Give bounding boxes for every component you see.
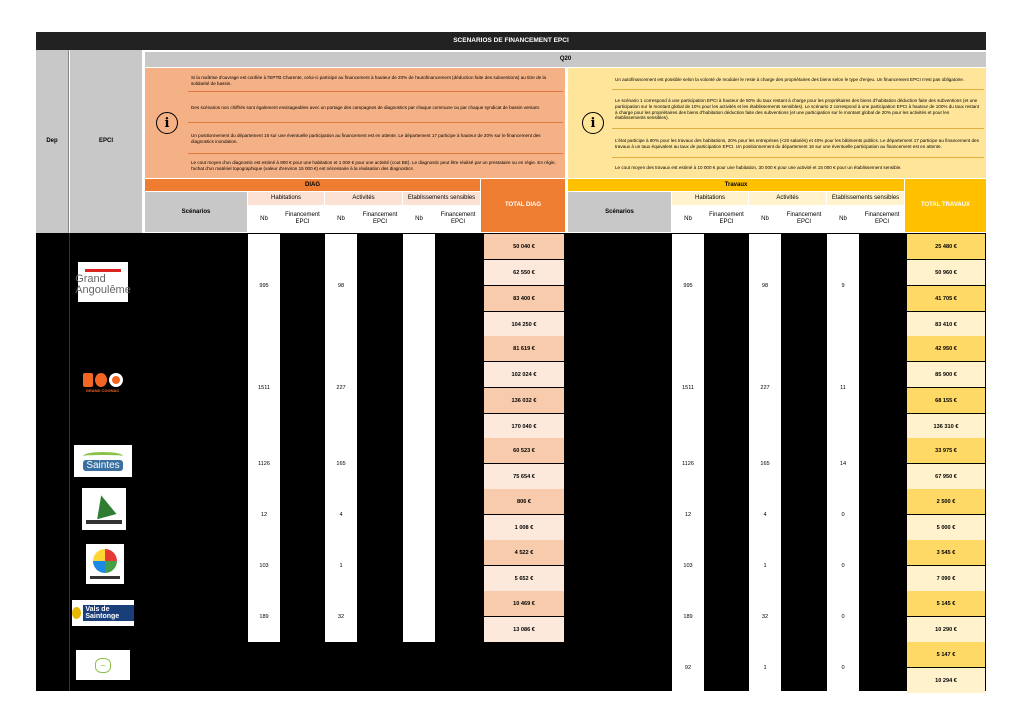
total-diag-value: 50 040 € xyxy=(484,234,564,259)
diag-hab-nb-cell: 103 xyxy=(248,540,280,591)
total-diag-value: 75 654 € xyxy=(484,464,564,489)
diag-hab-nb-cell: 995 xyxy=(248,234,280,337)
logo-caption xyxy=(90,576,120,579)
diag-act-nb-cell: 227 xyxy=(325,336,357,439)
travaux-etab-nb-cell: 9 xyxy=(827,234,859,337)
diag-etab-nb-cell xyxy=(403,438,435,489)
page-title: SCENARIOS DE FINANCEMENT EPCI xyxy=(36,32,986,50)
diag-note-2: Des scénarios non chiffrés sont également envisageables avec un portage des campagnes de diagnostics par chaque commune ou par chaque syndicat de bassin versant. xyxy=(188,93,563,123)
diag-header: DIAG xyxy=(145,179,480,191)
diag-etab-nb-cell xyxy=(403,591,435,642)
total-travaux-value: 2 500 € xyxy=(907,489,985,514)
total-diag-value: 5 652 € xyxy=(484,566,564,591)
diag-act-nb-cell: 98 xyxy=(325,234,357,337)
logo-epci-4 xyxy=(82,488,126,530)
travaux-hab-nb-cell: 1126 xyxy=(672,438,704,489)
leaf-icon xyxy=(91,492,116,518)
total-travaux-value: 67 950 € xyxy=(907,464,985,489)
total-diag-value: 806 € xyxy=(484,489,564,514)
diag-act-nb-cell: 1 xyxy=(325,540,357,591)
diag-etab-fin: Financement EPCI xyxy=(436,206,480,232)
total-travaux-value: 33 975 € xyxy=(907,438,985,463)
diag-note-1: Si la maîtrise d'ouvrage est confiée à l'EPTB Charente, celui-ci participe au financement à hauteur de 20% de l'autofinancement (déduction faite des subventions) au titre de la solidarité de bassin. xyxy=(188,70,563,92)
diag-act-fin: Financement EPCI xyxy=(358,206,402,232)
travaux-etab-nb: Nb xyxy=(827,206,859,232)
travaux-note-1: Un autofinancement est possible selon la volonté de moduler le reste à charge des propriétaires des biens selon le type d'enjeu. Un financement EPCI n'est pas obligatoire. xyxy=(612,70,984,90)
travaux-hab-nb-cell: 92 xyxy=(672,642,704,693)
diag-act-nb: Nb xyxy=(325,206,357,232)
diag-etab-nb: Nb xyxy=(403,206,435,232)
logo-shapes xyxy=(83,373,123,387)
script-logo-icon: ~ xyxy=(95,658,112,673)
travaux-hab-nb-cell: 1511 xyxy=(672,336,704,439)
logo-saintes xyxy=(74,445,132,477)
total-travaux-value: 42 950 € xyxy=(907,336,985,361)
diag-act-nb-cell: 4 xyxy=(325,489,357,540)
total-diag-value: 60 523 € xyxy=(484,438,564,463)
travaux-act-nb-cell: 98 xyxy=(749,234,781,337)
total-travaux-value: 10 294 € xyxy=(907,668,985,693)
total-diag-value: 4 522 € xyxy=(484,540,564,565)
logo-inner xyxy=(72,605,134,621)
travaux-act-nb: Nb xyxy=(749,206,781,232)
travaux-etab-nb-cell: 0 xyxy=(827,642,859,693)
total-diag-value: 102 024 € xyxy=(484,362,564,387)
diag-act-nb-cell: 165 xyxy=(325,438,357,489)
diag-etab-nb-cell xyxy=(403,336,435,439)
travaux-act-nb-cell: 227 xyxy=(749,336,781,439)
total-diag-value: 83 400 € xyxy=(484,286,564,311)
travaux-act-nb-cell: 165 xyxy=(749,438,781,489)
logo-text: Vals de Saintonge xyxy=(83,605,134,621)
total-travaux-value: 5 145 € xyxy=(907,591,985,616)
logo-epci-5 xyxy=(86,544,124,584)
diag-act-nb-cell: 32 xyxy=(325,591,357,642)
diag-hab-nb-cell: 1511 xyxy=(248,336,280,439)
total-diag-value: 104 250 € xyxy=(484,312,564,337)
logo-grand-angouleme xyxy=(75,262,131,302)
travaux-act-fin: Financement EPCI xyxy=(782,206,826,232)
col-divider xyxy=(69,233,70,691)
total-diag-value: 170 040 € xyxy=(484,414,564,439)
travaux-etab-nb-cell: 0 xyxy=(827,489,859,540)
travaux-act-nb-cell: 1 xyxy=(749,642,781,693)
total-travaux-value: 83 410 € xyxy=(907,312,985,337)
total-travaux-value: 136 310 € xyxy=(907,414,985,439)
total-travaux-value: 10 290 € xyxy=(907,617,985,642)
diag-scenarios-header: Scénarios xyxy=(145,192,247,232)
travaux-hab-nb-cell: 189 xyxy=(672,591,704,642)
total-diag-value: 10 469 € xyxy=(484,591,564,616)
total-diag-header: TOTAL DIAG xyxy=(481,179,565,232)
travaux-etab-header: Etablissements sensibles xyxy=(827,192,904,205)
travaux-act-nb-cell: 4 xyxy=(749,489,781,540)
total-travaux-value: 5 000 € xyxy=(907,515,985,540)
total-travaux-header: TOTAL TRAVAUX xyxy=(905,179,986,232)
total-diag-value: 13 086 € xyxy=(484,617,564,642)
travaux-etab-nb-cell: 14 xyxy=(827,438,859,489)
diag-etab-nb-cell xyxy=(403,540,435,591)
total-travaux-value: 68 155 € xyxy=(907,388,985,413)
total-travaux-value: 50 960 € xyxy=(907,260,985,285)
travaux-note-3: L'état participe à 80% pour les travaux des habitations, 20% pour les entreprises (<20 salariés) et 40% pour les bâtiments publics. Le département 17 participe au financement des travaux à un taux équivalent au taux de participation EPCI. Un positionnement du département 16 sur une éventuelle participation au financement est en attente. xyxy=(612,130,984,158)
dep-header: Dep xyxy=(36,50,69,233)
sun-icon xyxy=(72,607,81,619)
total-travaux-value: 3 545 € xyxy=(907,540,985,565)
travaux-scenarios-header: Scénarios xyxy=(568,192,671,232)
travaux-hab-nb-cell: 12 xyxy=(672,489,704,540)
total-diag-value: 62 550 € xyxy=(484,260,564,285)
logo-caption xyxy=(86,520,122,524)
travaux-hab-fin: Financement EPCI xyxy=(705,206,748,232)
total-diag-value: 136 032 € xyxy=(484,388,564,413)
info-icon: i xyxy=(582,112,604,134)
diag-etab-header: Etablissements sensibles xyxy=(403,192,480,205)
question-label: Q20 xyxy=(145,52,986,67)
logo-text: GRAND COGNAC xyxy=(85,388,120,393)
total-diag-value: 81 619 € xyxy=(484,336,564,361)
diag-habitations-header: Habitations xyxy=(248,192,324,205)
total-travaux-value: 7 090 € xyxy=(907,566,985,591)
travaux-hab-nb-cell: 995 xyxy=(672,234,704,337)
travaux-etab-nb-cell: 11 xyxy=(827,336,859,439)
emblem-icon xyxy=(93,549,117,573)
travaux-activites-header: Activités xyxy=(749,192,826,205)
diag-note-3: Un positionnement du département 16 sur une éventuelle participation au financement est en attente. Le département 17 participe à hauteur de 20% sur le financement des diagnostics inondation. xyxy=(188,124,563,154)
travaux-etab-nb-cell: 0 xyxy=(827,540,859,591)
total-travaux-value: 25 480 € xyxy=(907,234,985,259)
travaux-header: Travaux xyxy=(568,179,904,191)
diag-hab-nb-cell: 12 xyxy=(248,489,280,540)
logo-text: Saintes xyxy=(83,460,122,471)
logo-text: Grand Angoulême xyxy=(75,272,131,296)
logo-vals-de-saintonge xyxy=(72,600,134,626)
diag-etab-nb-cell xyxy=(403,489,435,540)
travaux-note-4: Le cout moyen des travaux est estimé à 10 000 € pour une habitation, 30 000 € pour une activité et 15 000 € pour un établissement sensible. xyxy=(615,165,902,171)
total-travaux-value: 5 147 € xyxy=(907,642,985,667)
diag-hab-nb-cell: 1126 xyxy=(248,438,280,489)
logo-stripe xyxy=(85,269,121,272)
travaux-hab-nb-cell: 103 xyxy=(672,540,704,591)
travaux-act-nb-cell: 32 xyxy=(749,591,781,642)
logo-grand-cognac xyxy=(75,368,130,398)
total-travaux-value: 41 705 € xyxy=(907,286,985,311)
travaux-etab-fin: Financement EPCI xyxy=(860,206,904,232)
diag-activites-header: Activités xyxy=(325,192,402,205)
diag-note-4: Le cout moyen d'un diagnostic est estimé à 800 € pour une habitation et 1 000 € pour une activité (cout BE). Le diagnostic peut être réalisé par un prestataire ou en régie. En régie, l'achat d'un matériel topographique (valeur d'environ 15 000 €) est nécessaire à la réalisation des diagnostics. xyxy=(191,160,556,171)
total-diag-value: 1 008 € xyxy=(484,515,564,540)
diag-hab-nb-cell: 189 xyxy=(248,591,280,642)
travaux-note-2: Le scénario 1 correspond à une participation EPCI à hauteur de 50% du taux restant à charge pour les propriétaires des biens d'habitation déduction faite des subventions (et une participation sur le montant global de 10% pour les activités et les établissements sensibles). Le scénario 2 correspond à une participation EPCI à hauteur de 100% du taux restant à charge pour les propriétaires des biens d'habitation déduction faite des subventions (et une participation sur le montant global de 20% pour les activités et pour les établissements sensibles). xyxy=(612,91,984,129)
travaux-habitations-header: Habitations xyxy=(672,192,748,205)
travaux-act-nb-cell: 1 xyxy=(749,540,781,591)
logo-epci-7 xyxy=(76,650,130,680)
diag-etab-nb-cell xyxy=(403,234,435,337)
diag-hab-fin: Financement EPCI xyxy=(281,206,324,232)
epci-header: EPCI xyxy=(70,50,142,233)
logo-arc xyxy=(83,452,123,460)
info-icon: i xyxy=(156,112,178,134)
travaux-hab-nb: Nb xyxy=(672,206,704,232)
diag-hab-nb: Nb xyxy=(248,206,280,232)
total-travaux-value: 85 900 € xyxy=(907,362,985,387)
travaux-etab-nb-cell: 0 xyxy=(827,591,859,642)
